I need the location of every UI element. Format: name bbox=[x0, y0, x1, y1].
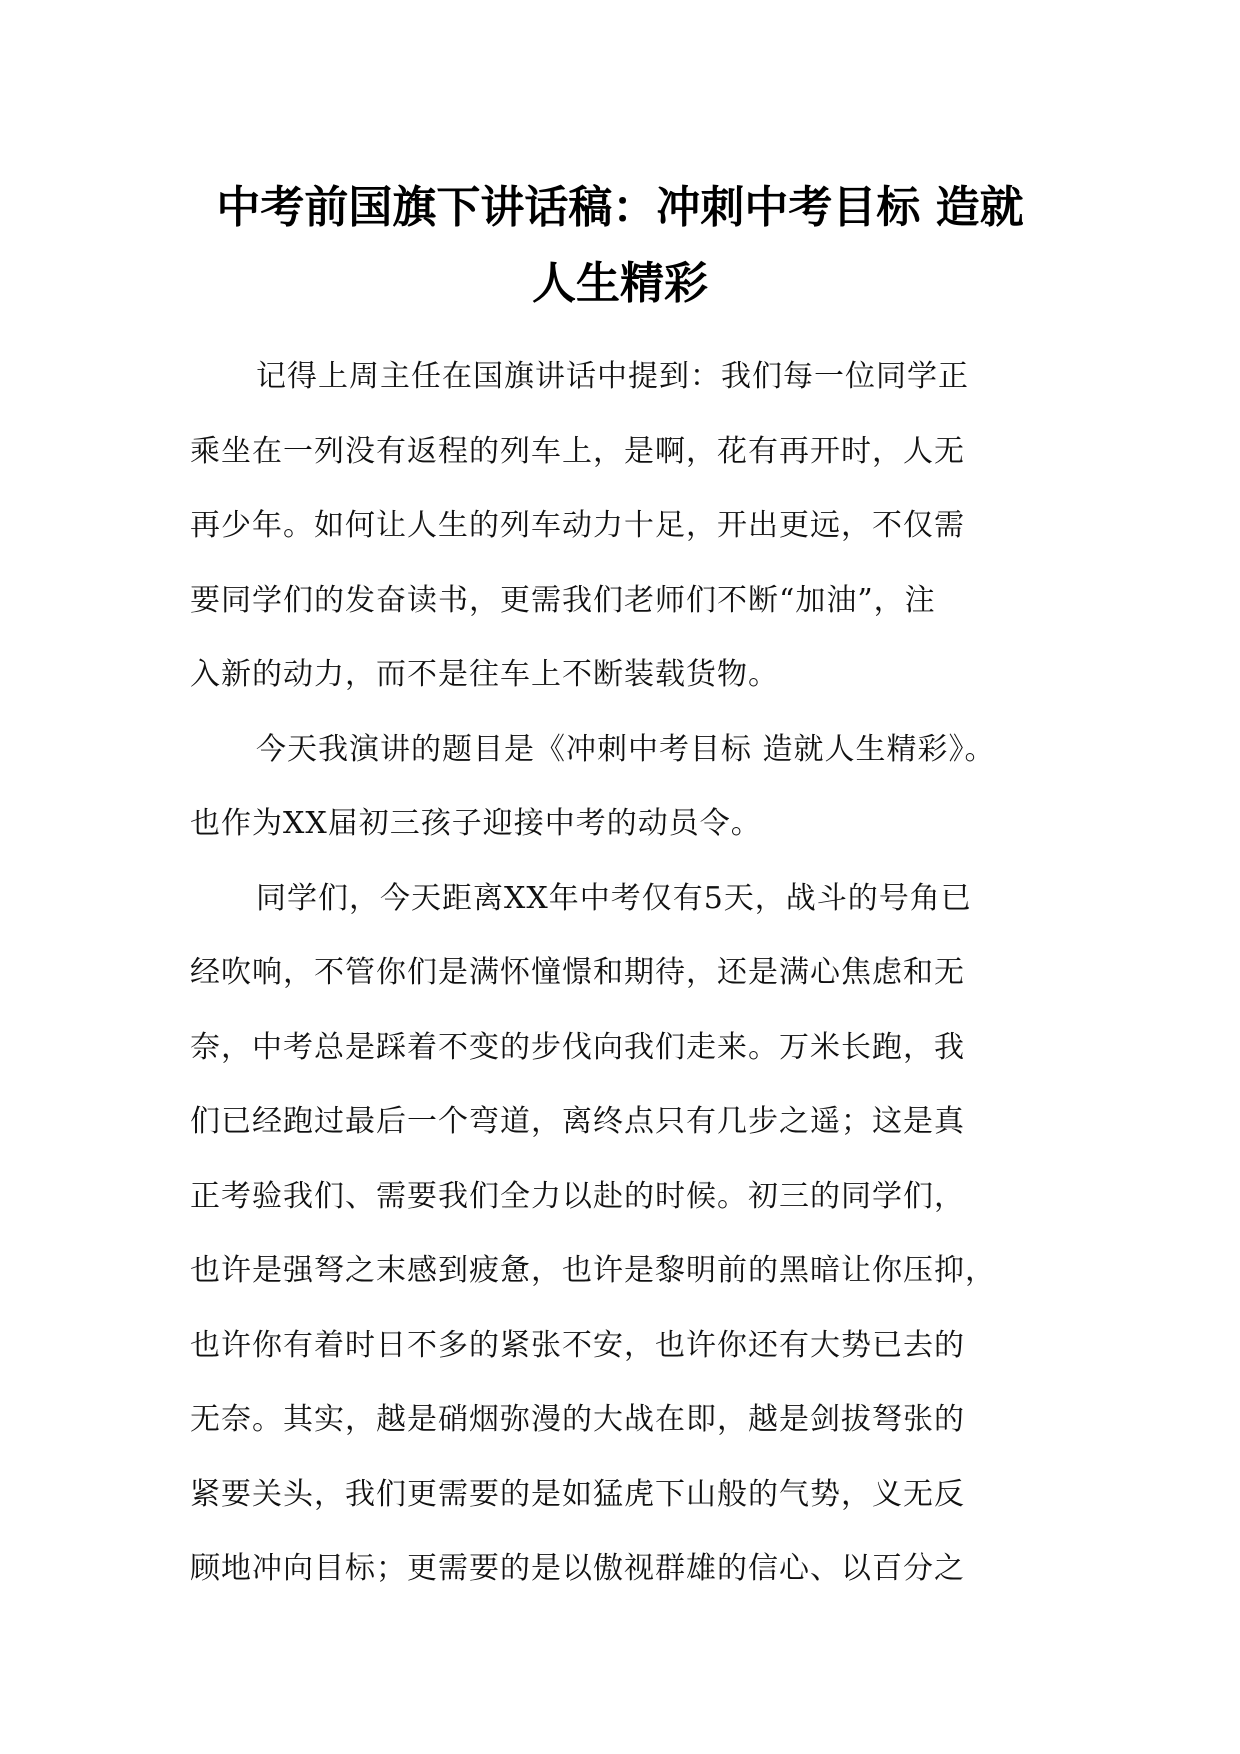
paragraph-line: 们已经跑过最后一个弯道，离终点只有几步之遥；这是真 bbox=[190, 1104, 965, 1139]
paragraph-line: 正考验我们、需要我们全力以赴的时候。初三的同学们， bbox=[190, 1178, 965, 1214]
paragraph-line: 顾地冲向目标；更需要的是以傲视群雄的信心、以百分之 bbox=[190, 1551, 965, 1586]
title-line-1: 中考前国旗下讲话稿：冲刺中考目标 造就 bbox=[216, 182, 1024, 233]
paragraph-line: 也作为XX届初三孩子迎接中考的动员令。 bbox=[190, 806, 762, 841]
paragraph-line: 经吹响，不管你们是满怀憧憬和期待，还是满心焦虑和无 bbox=[190, 955, 965, 990]
speech-body bbox=[190, 340, 1070, 1607]
paragraph-line: 记得上周主任在国旗讲话中提到：我们每一位同学正 bbox=[256, 359, 969, 394]
title-line-2: 人生精彩 bbox=[532, 258, 708, 309]
paragraph-line: 紧要关头，我们更需要的是如猛虎下山般的气势，义无反 bbox=[190, 1476, 965, 1512]
paragraph-line: 也许是强弩之末感到疲惫，也许是黎明前的黑暗让你压抑， bbox=[190, 1253, 996, 1288]
paragraph-line: 今天我演讲的题目是《冲刺中考目标 造就人生精彩》。 bbox=[256, 731, 996, 767]
paragraph-line: 也许你有着时日不多的紧张不安，也许你还有大势已去的 bbox=[190, 1327, 965, 1363]
paragraph-line: 要同学们的发奋读书，更需我们老师们不断“加油”，注 bbox=[190, 582, 936, 618]
paragraph-line: 同学们，今天距离XX年中考仅有5天，战斗的号角已 bbox=[256, 880, 972, 916]
paragraph-2 bbox=[190, 713, 1070, 862]
paragraph-line: 入新的动力，而不是往车上不断装载货物。 bbox=[190, 657, 779, 692]
paragraph-line: 再少年。如何让人生的列车动力十足，开出更远，不仅需 bbox=[190, 508, 965, 543]
paragraph-1 bbox=[190, 340, 1070, 713]
paragraph-3 bbox=[190, 862, 1070, 1607]
page-title bbox=[150, 170, 1090, 322]
paragraph-line: 无奈。其实，越是硝烟弥漫的大战在即，越是剑拔弩张的 bbox=[190, 1402, 965, 1437]
paragraph-line: 奈，中考总是踩着不变的步伐向我们走来。万米长跑，我 bbox=[190, 1029, 965, 1065]
paragraph-line: 乘坐在一列没有返程的列车上，是啊，花有再开时，人无 bbox=[190, 433, 965, 469]
